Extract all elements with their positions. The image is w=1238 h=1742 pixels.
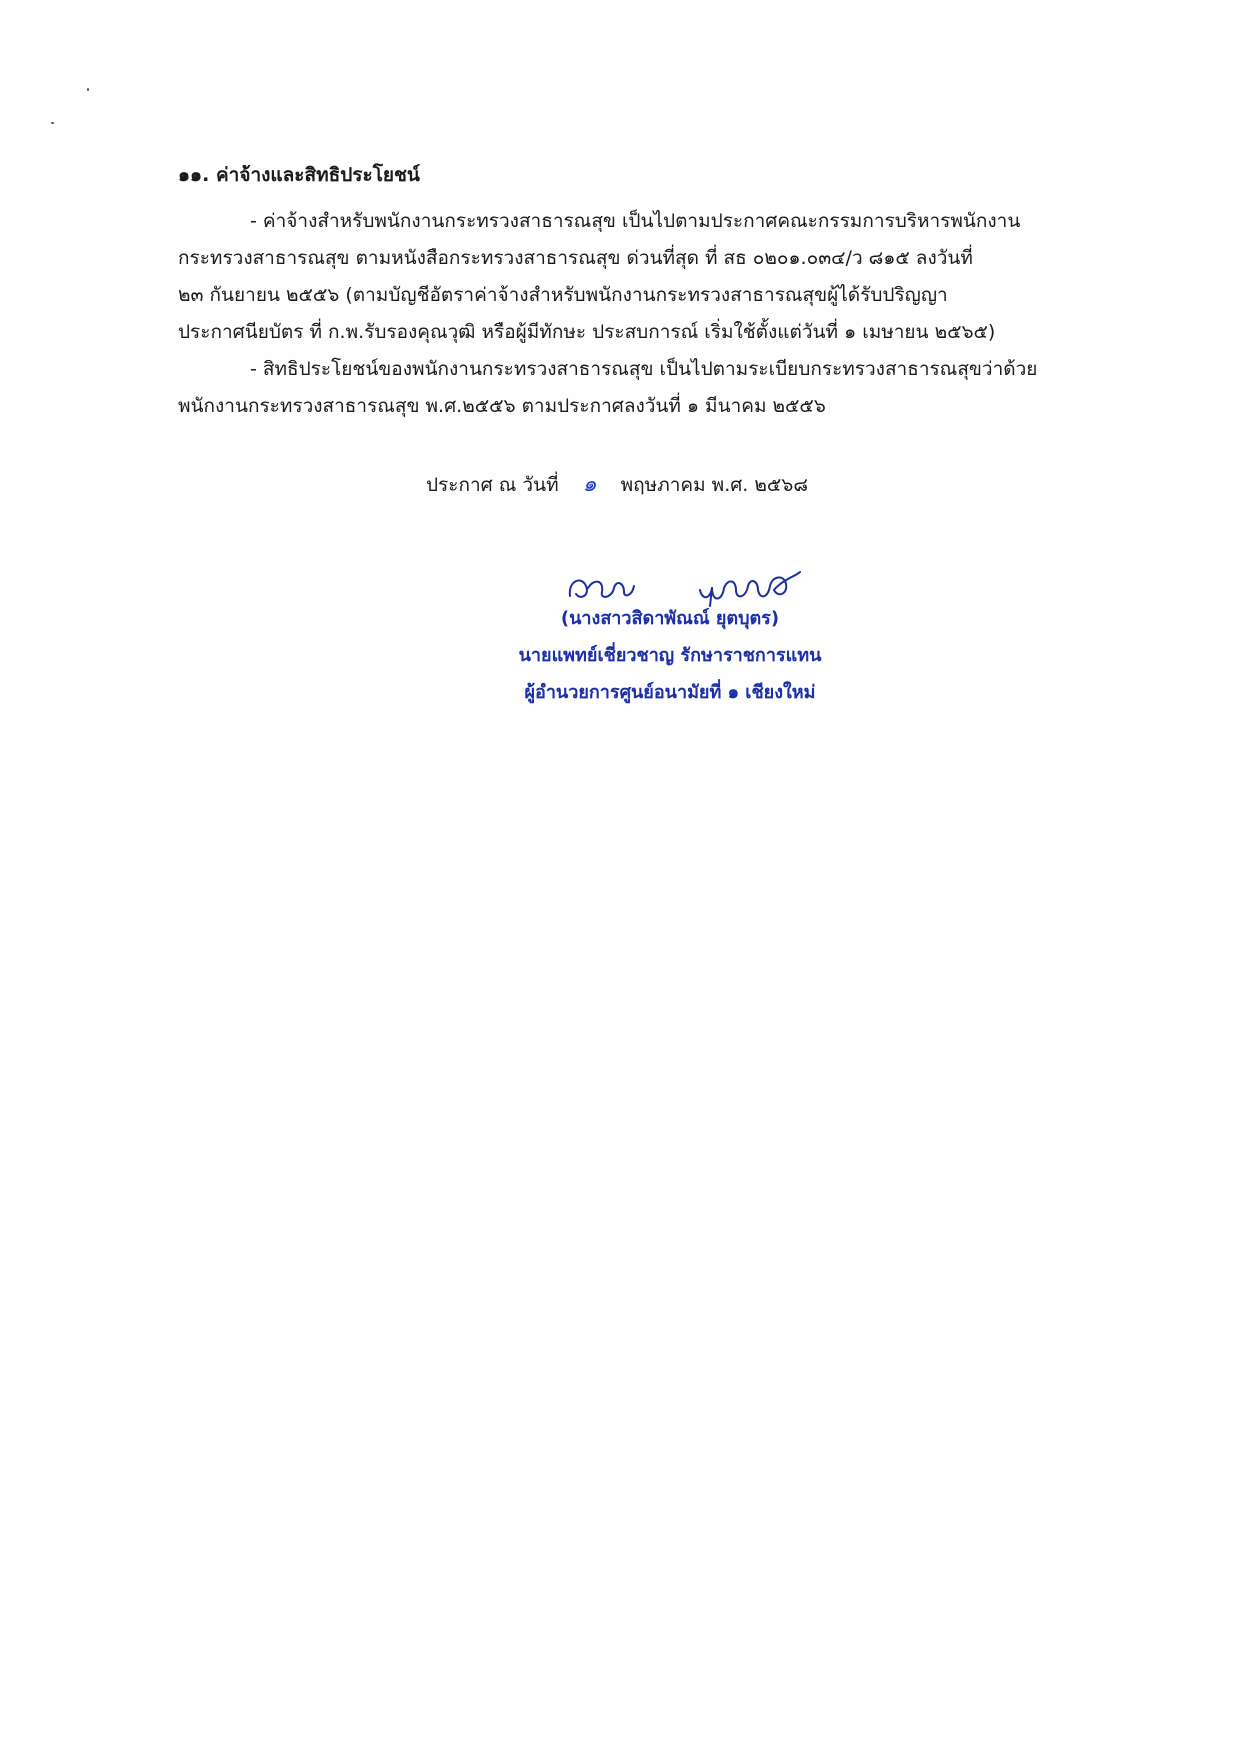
paragraph-line: กระทรวงสาธารณสุข ตามหนังสือกระทรวงสาธารณสุข ด่วนที่สุด ที่ สธ ๐๒๐๑.๐๓๔/ว ๘๑๕ ลงวันที่ [178, 247, 973, 269]
signer-block [470, 600, 870, 711]
wage-paragraph [178, 203, 1122, 351]
paragraph-line: - ค่าจ้างสำหรับพนักงานกระทรวงสาธารณสุข เป็นไปตามประกาศคณะกรรมการบริหารพนักงาน [250, 210, 1021, 232]
paragraph-line: ประกาศนียบัตร ที่ ก.พ.รับรองคุณวุฒิ หรือผู้มีทักษะ ประสบการณ์ เริ่มใช้ตั้งแต่วันที่ ๑ เมษายน ๒๕๖๕) [178, 321, 996, 343]
paragraph-line: ๒๓ กันยายน ๒๕๕๖ (ตามบัญชีอัตราค่าจ้างสำหรับพนักงานกระทรวงสาธารณสุขผู้ได้รับปริญญา [178, 284, 948, 306]
paragraph-line: พนักงานกระทรวงสาธารณสุข พ.ศ.๒๕๕๖ ตามประกาศลงวันที่ ๑ มีนาคม ๒๕๕๖ [178, 395, 826, 417]
signer-position: นายแพทย์เชี่ยวชาญ รักษาราชการแทน [518, 645, 822, 666]
benefits-paragraph [178, 351, 1122, 425]
announcement-date [426, 466, 808, 501]
announcement-month-year: พฤษภาคม พ.ศ. ๒๕๖๘ [620, 474, 809, 496]
signer-name: (นางสาวสิดาพัณณ์ ยุตบุตร) [560, 608, 780, 629]
signer-office: ผู้อำนวยการศูนย์อนามัยที่ ๑ เชียงใหม่ [524, 682, 816, 703]
section-heading: ๑๑. ค่าจ้างและสิทธิประโยชน์ [178, 164, 420, 186]
scan-speck [51, 122, 54, 124]
announcement-day: ๑ [582, 472, 597, 497]
paragraph-line: - สิทธิประโยชน์ของพนักงานกระทรวงสาธารณสุข เป็นไปตามระเบียบกระทรวงสาธารณสุขว่าด้วย [250, 358, 1038, 380]
scan-speck [87, 88, 89, 91]
announcement-prefix: ประกาศ ณ วันที่ [426, 474, 559, 496]
